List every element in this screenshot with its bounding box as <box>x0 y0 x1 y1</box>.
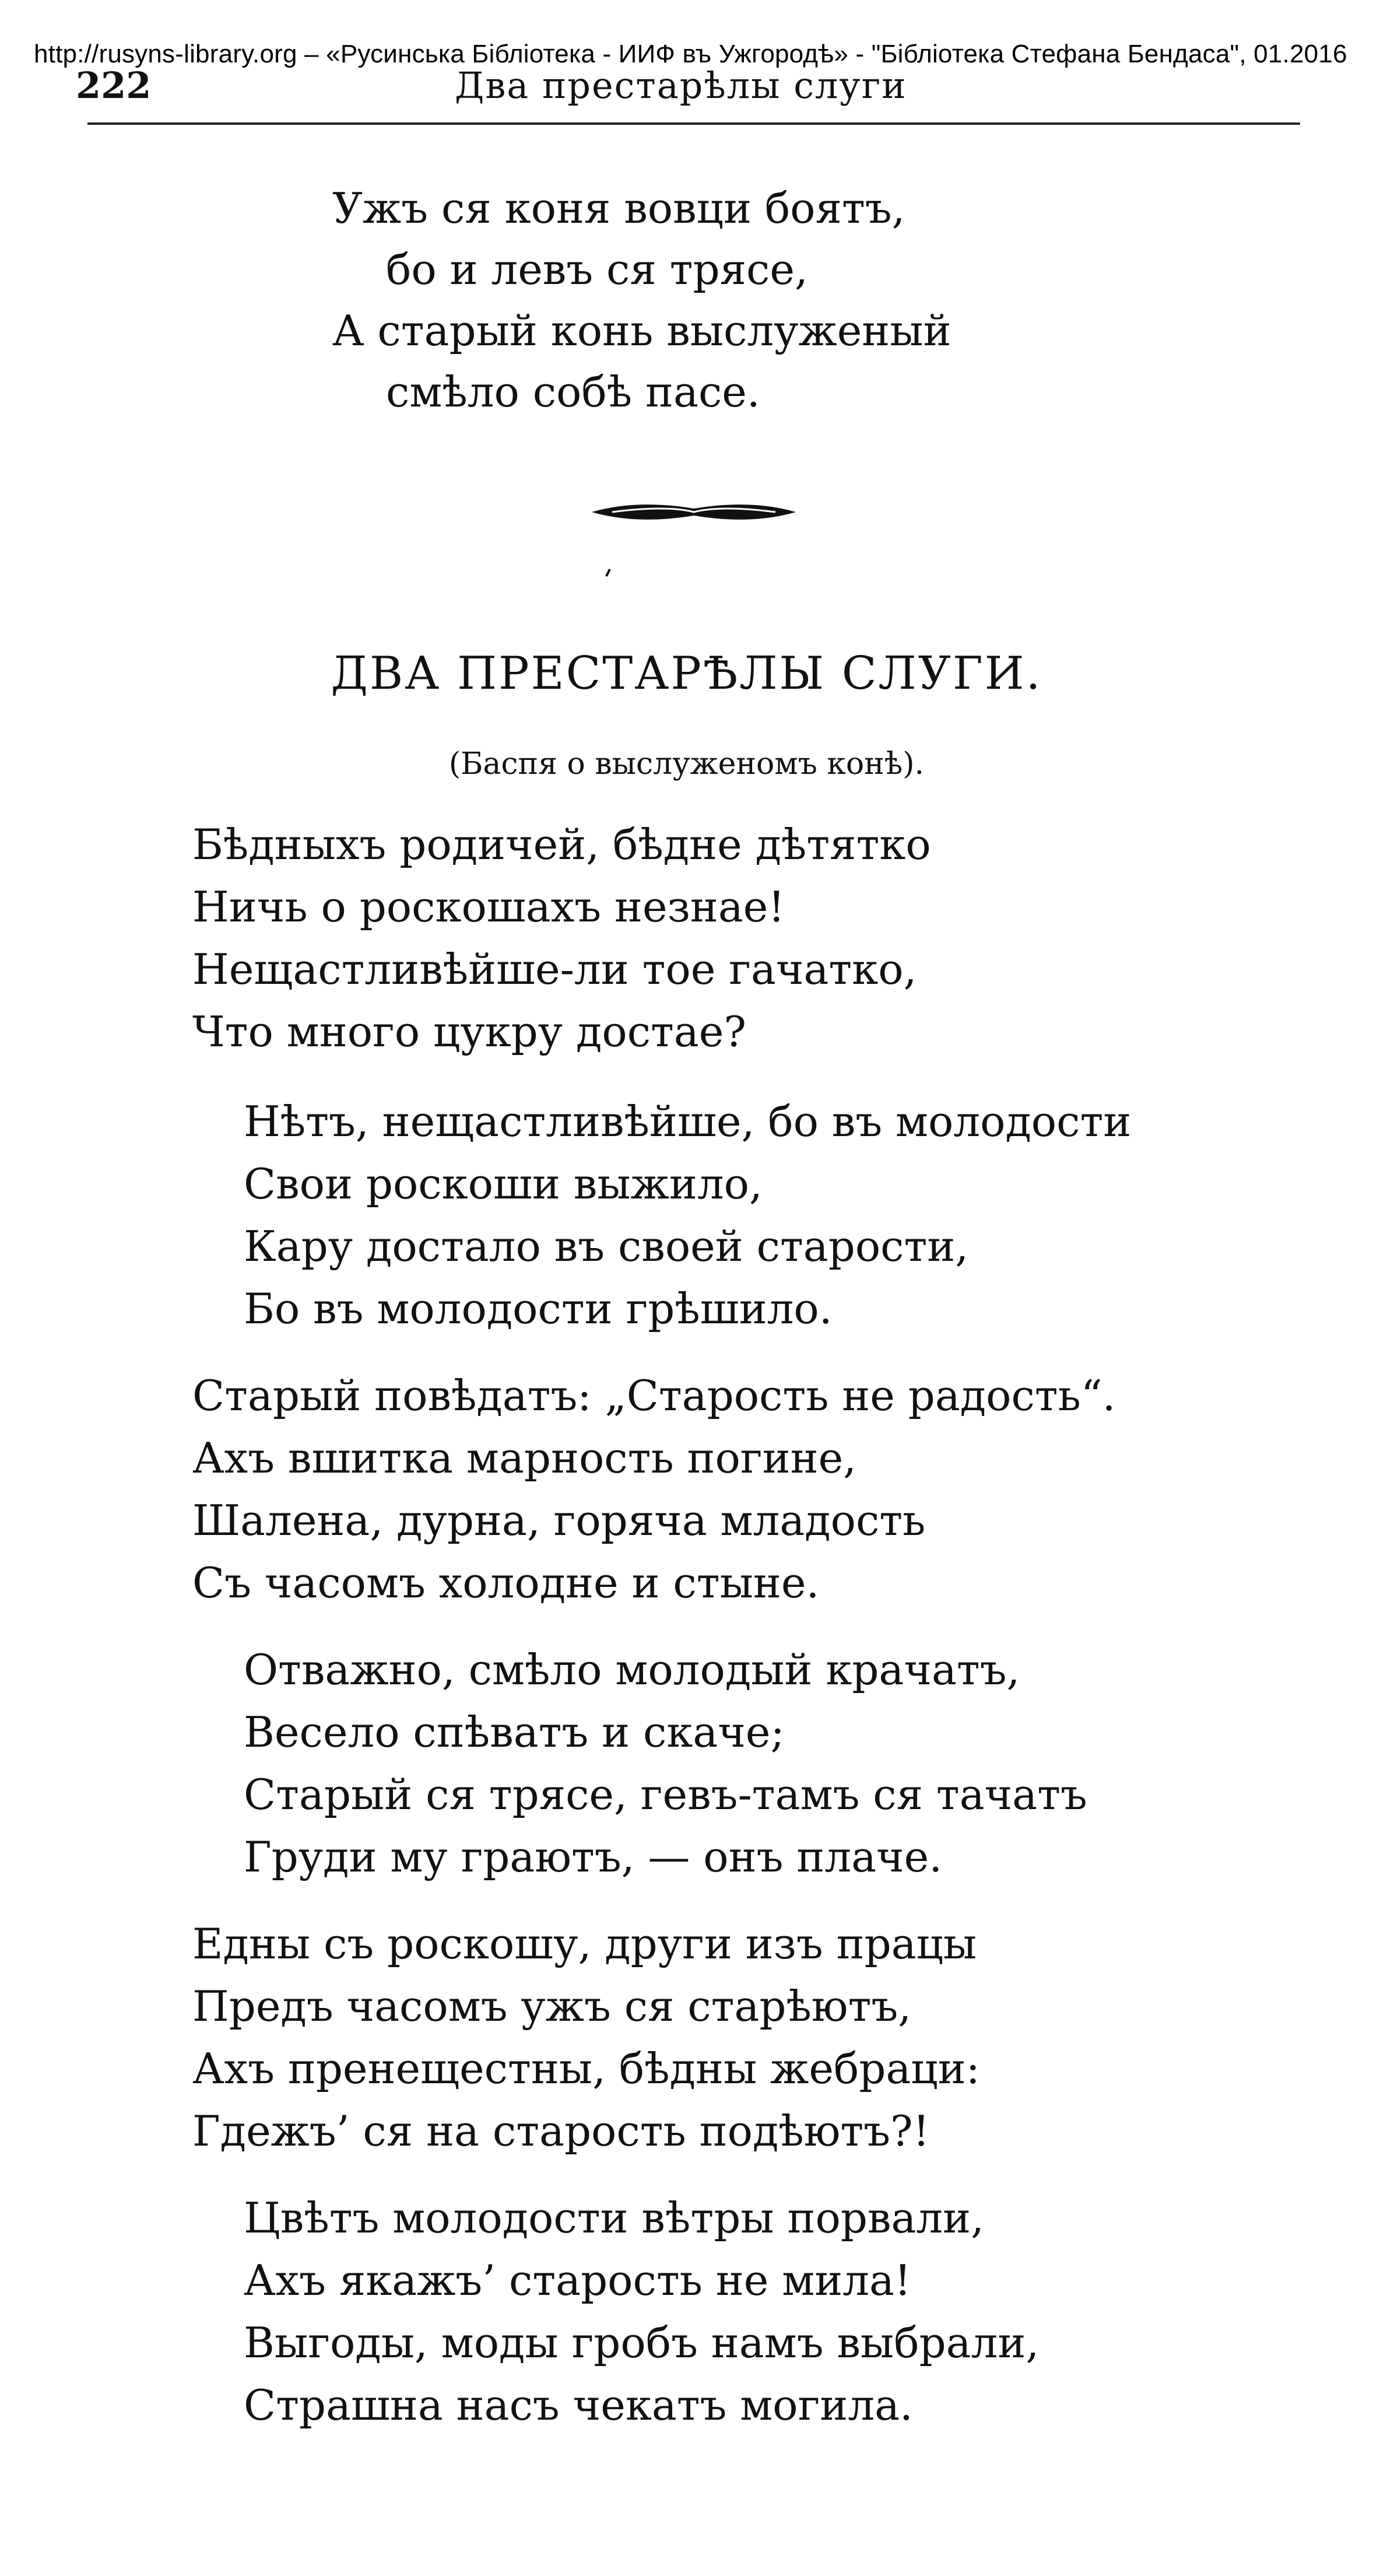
ink-fleck <box>604 569 612 577</box>
stanza-5 <box>192 1913 980 2163</box>
verse-line: Старый повѣдатъ: „Старость не радость“. <box>192 1371 1116 1420</box>
verse-line: Кару достало въ своей старости, <box>244 1222 969 1271</box>
verse-line: Отважно, смѣло молодый крачатъ, <box>244 1645 1020 1694</box>
verse-line: Бѣдныхъ родичей, бѣдне дѣтятко <box>192 820 931 869</box>
verse-line: Едны съ роскошу, други изъ працы <box>192 1919 977 1968</box>
verse-line: Страшна насъ чекатъ могила. <box>244 2381 913 2430</box>
stanza-4 <box>244 1639 1087 1888</box>
verse-line: Цвѣтъ молодости вѣтры порвали, <box>244 2193 984 2242</box>
verse-line: Выгоды, моды гробъ намъ выбрали, <box>244 2318 1040 2367</box>
page-number: 222 <box>76 64 152 107</box>
verse-line: Ахъ пренещестны, бѣдны жебраци: <box>192 2044 980 2093</box>
poem-subtitle: (Баспя о выслуженомъ конѣ). <box>448 746 925 781</box>
verse-line: Съ часомъ холодне и стыне. <box>192 1558 820 1607</box>
verse-line: Старый ся трясе, гевъ-тамъ ся тачатъ <box>244 1770 1087 1819</box>
verse-line: Что много цукру достае? <box>192 1007 746 1056</box>
verse-line: Груди му граютъ, — онъ плаче. <box>244 1832 943 1881</box>
header-rule <box>87 122 1300 125</box>
verse-line: Ничь о роскошахъ незнае! <box>192 882 785 931</box>
verse-line: Ахъ якажъ’ старость не мила! <box>244 2256 911 2305</box>
stanza-1 <box>192 814 931 1063</box>
verse-line: Гдежъ’ ся на старость подѣютъ?! <box>192 2107 930 2156</box>
section-divider-ornament <box>589 500 799 524</box>
verse-line: Свои роскоши выжило, <box>244 1159 763 1208</box>
stanza-2 <box>244 1091 1131 1340</box>
verse-line: Нещастливѣйше-ли тое гачатко, <box>192 945 917 994</box>
verse-line: бо и левъ ся трясе, <box>386 245 808 294</box>
previous-poem-ending <box>332 178 951 423</box>
verse-line: Шалена, дурна, горяча младость <box>192 1496 926 1545</box>
running-title: Два престарѣлы слуги <box>455 64 907 107</box>
verse-line: Предъ часомъ ужъ ся старѣютъ, <box>192 1982 912 2031</box>
verse-line: Ахъ вшитка марность погине, <box>192 1434 857 1482</box>
verse-line: Весело спѣватъ и скаче; <box>244 1708 785 1757</box>
stanza-3 <box>192 1365 1116 1614</box>
source-watermark: http://rusyns-library.org – «Русинська Бібліотека - ИИФ въ Ужгородѣ» - "Бібліотека Стефана Бендаса", 01.2016 <box>34 40 1347 68</box>
verse-line: смѣло собѣ пасе. <box>386 367 760 416</box>
verse-line: Нѣтъ, нещастливѣйше, бо въ молодости <box>244 1097 1132 1146</box>
verse-line: А старый конь выслуженый <box>332 306 951 355</box>
verse-line: Ужъ ся коня вовци боятъ, <box>332 184 905 233</box>
poem-title: ДВА ПРЕСТАРѢЛЫ СЛУГИ. <box>331 647 1042 700</box>
running-head <box>0 64 1373 111</box>
stanza-6 <box>244 2187 1039 2437</box>
verse-line: Бо въ молодости грѣшило. <box>244 1284 833 1333</box>
